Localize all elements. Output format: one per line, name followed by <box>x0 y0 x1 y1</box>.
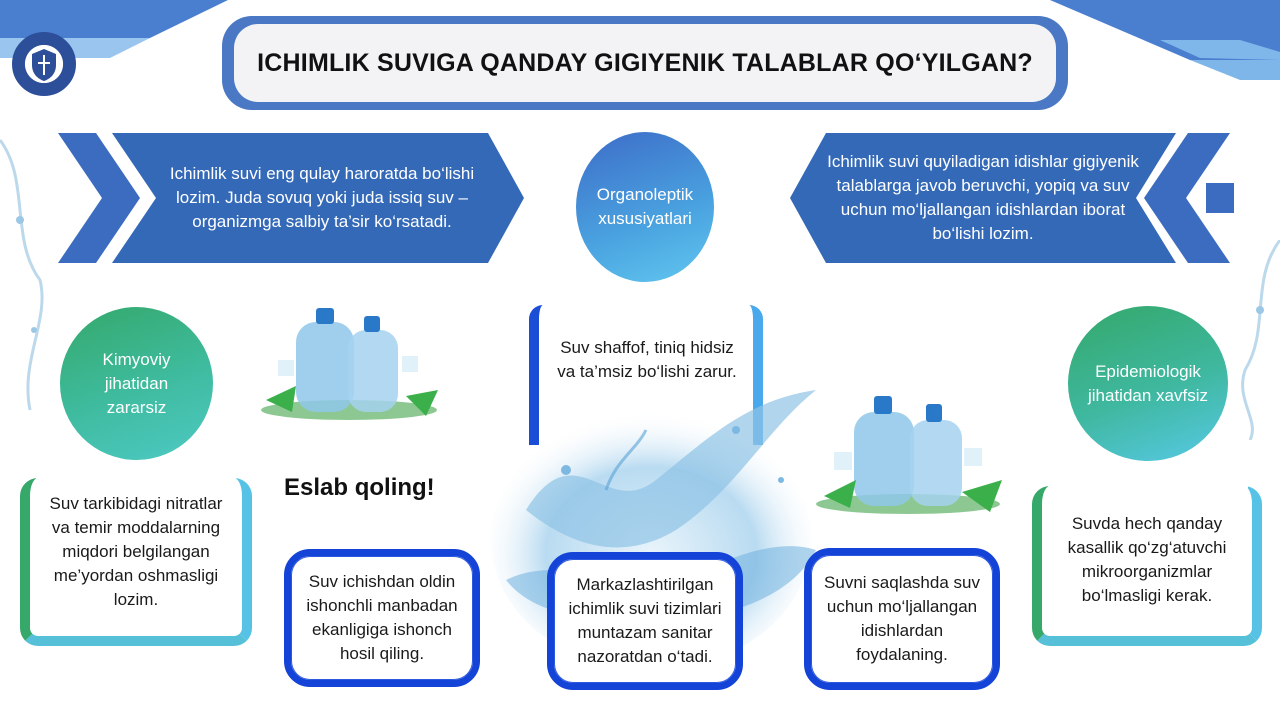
top-right-wedge <box>1040 0 1280 80</box>
reminder-text: Suvni saqlashda suv uchun mo‘ljallangan idishlardan foydalaning. <box>824 573 980 664</box>
chemical-safety-label: Kimyoviy jihatidan zararsiz <box>102 349 171 417</box>
epidemiological-info-text: Suvda hech qanday kasallik qo‘zg‘atuvchi mikroorganizmlar bo‘lmasligi kerak. <box>1067 514 1227 605</box>
chemical-safety-circle <box>60 307 213 460</box>
right-banner-text: Ichimlik suvi quyiladigan idishlar gigiyenik talablarga javob beruvchi, yopiq va suv uchun mo‘ljallangan idishlardan iborat bo‘lishi lozim. <box>827 152 1139 243</box>
reminder-text: Markazlashtirilgan ichimlik suvi tizimlari muntazam sanitar nazoratdan o‘tadi. <box>568 575 722 666</box>
epidemiological-circle <box>1068 306 1228 461</box>
splash-accent <box>1230 240 1280 440</box>
water-bottles-image <box>810 388 1006 518</box>
title-panel <box>234 24 1056 102</box>
page-title: ICHIMLIK SUVIGA QANDAY GIGIYENIK TALABLAR QO‘YILGAN? <box>257 48 1033 77</box>
reminder-heading: Eslab qoling! <box>284 474 435 501</box>
reminder-card <box>804 548 1000 690</box>
organoleptic-label: Organoleptik xususiyatlari <box>596 185 694 228</box>
chemical-info-text: Suv tarkibidagi nitratlar va temir moddalarning miqdori belgilangan me’yordan oshmasligi lozim. <box>49 494 223 609</box>
shield-icon <box>29 47 59 83</box>
reminder-card <box>547 552 743 690</box>
center-info-text: Suv shaffof, tiniq hidsiz va ta’msiz bo‘lishi zarur. <box>557 338 737 381</box>
reminder-card <box>284 549 480 687</box>
logo-emblem <box>12 32 76 96</box>
water-bottles-image <box>256 300 442 422</box>
splash-accent <box>0 120 60 420</box>
epidemiological-label: Epidemiologik jihatidan xavfsiz <box>1087 361 1208 405</box>
organoleptic-circle <box>576 132 714 282</box>
reminder-text: Suv ichishdan oldin ishonchli manbadan ekanligiga ishonch hosil qiling. <box>306 572 458 663</box>
left-banner-text: Ichimlik suvi eng qulay haroratda bo‘lishi lozim. Juda sovuq yoki juda issiq suv – organizmga salbiy ta’sir ko‘rsatadi. <box>169 164 475 231</box>
